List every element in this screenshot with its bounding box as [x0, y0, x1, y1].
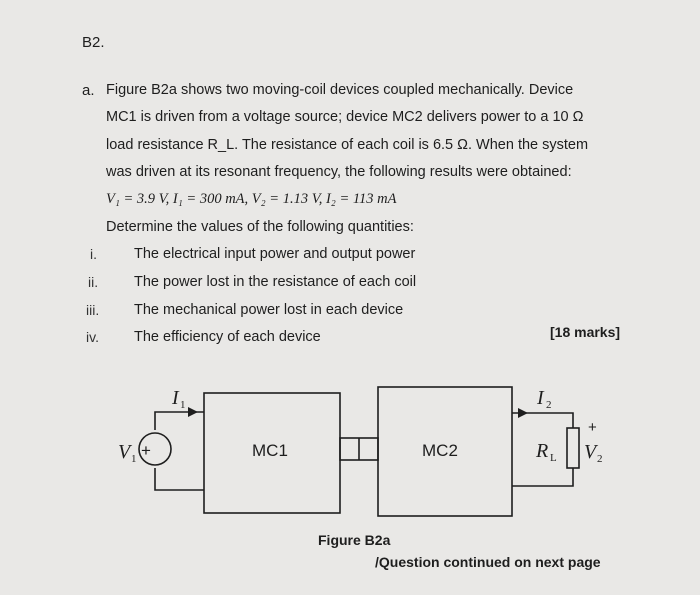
question-number: B2. — [82, 34, 105, 51]
v2-label: V — [584, 441, 597, 463]
i2-label: I — [537, 387, 544, 409]
wire-bottom-left — [155, 468, 204, 490]
intro-line-3: load resistance R_L. The resistance of each coil is 6.5 Ω. When the system — [106, 137, 589, 153]
continued-note: /Question continued on next page — [375, 554, 601, 570]
v2-plus-sign: + — [588, 419, 597, 436]
item-text-ii: The power lost in the resistance of each coil — [134, 274, 417, 290]
i2-arrow — [518, 408, 528, 418]
intro-line-1: Figure B2a shows two moving-coil devices coupled mechanically. Device — [106, 82, 574, 98]
item-numeral-iii: iii. — [86, 302, 100, 318]
item-numeral-i: i. — [90, 246, 97, 262]
intro-line-4: was driven at its resonant frequency, the following results were obtained: — [106, 164, 572, 180]
marks-label: [18 marks] — [550, 324, 621, 340]
v1-label: V — [118, 441, 131, 463]
results-line: V₁ = 3.9 V, I₁ = 300 mA, V₂ = 1.13 V, I₂ = 113 mA — [106, 191, 397, 207]
load-resistor — [567, 428, 579, 468]
wire-bottom-right — [512, 468, 573, 486]
i1-arrow — [188, 407, 198, 417]
wire-top-left — [155, 412, 204, 430]
i2-subscript: 2 — [546, 399, 552, 411]
mc2-label: MC2 — [422, 441, 458, 460]
part-label: a. — [82, 82, 95, 99]
source-plus-sign: + — [141, 441, 151, 460]
item-text-iv: The efficiency of each device — [134, 329, 321, 345]
item-numeral-iv: iv. — [86, 329, 99, 345]
item-numeral-ii: ii. — [88, 274, 99, 290]
i1-subscript: 1 — [180, 399, 186, 411]
item-text-iii: The mechanical power lost in each device — [134, 302, 404, 318]
rl-label: R — [536, 440, 549, 462]
figure-caption: Figure B2a — [318, 532, 391, 548]
determine-line: Determine the values of the following quantities: — [106, 219, 414, 235]
mc1-label: MC1 — [252, 441, 288, 460]
rl-subscript: L — [550, 452, 557, 464]
item-text-i: The electrical input power and output power — [134, 246, 416, 262]
v1-subscript: 1 — [131, 453, 137, 465]
i1-label: I — [172, 387, 179, 409]
v2-subscript: 2 — [597, 453, 603, 465]
intro-line-2: MC1 is driven from a voltage source; device MC2 delivers power to a 10 Ω — [106, 109, 584, 125]
